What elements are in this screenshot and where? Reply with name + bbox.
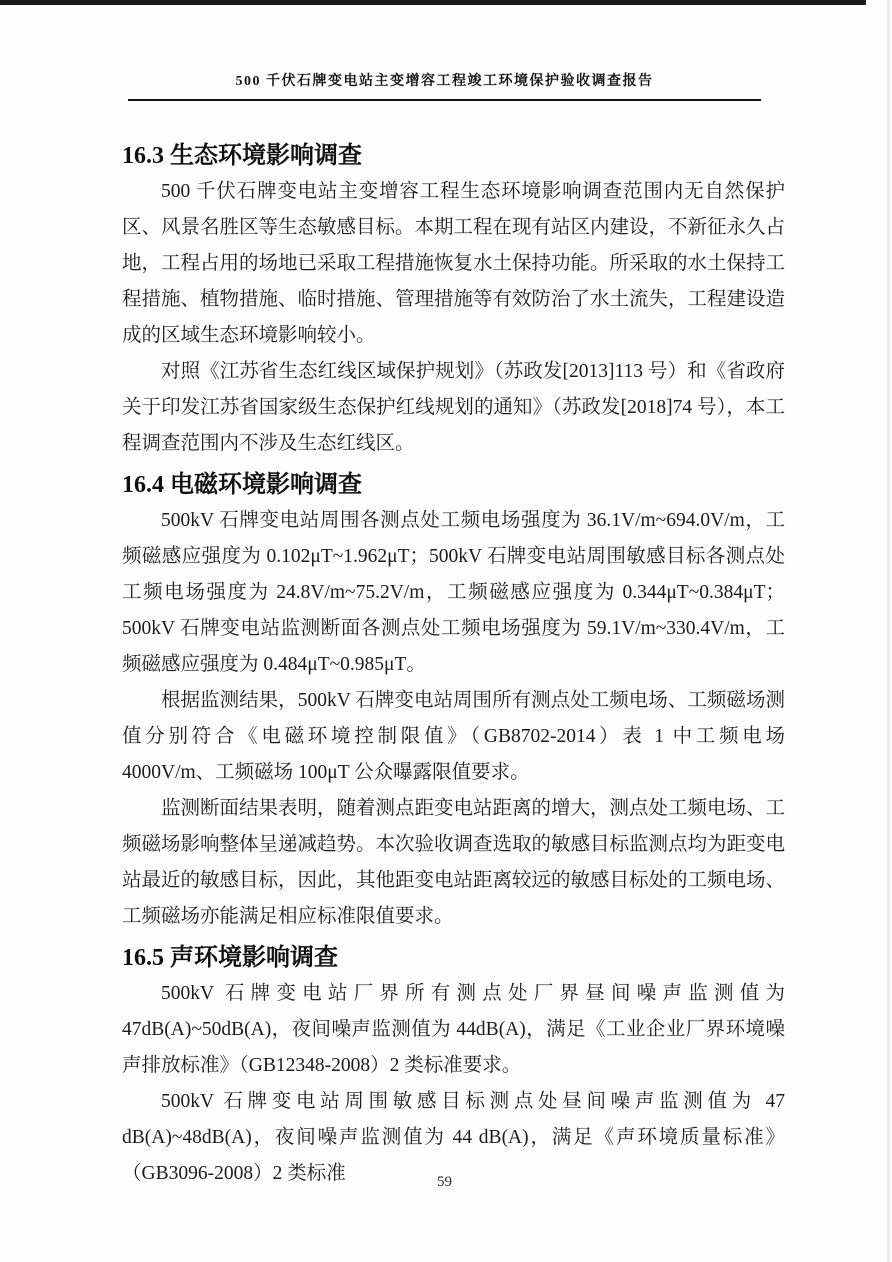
scan-edge-right [887,0,890,1262]
section-heading-16-3: 16.3 生态环境影响调查 [122,143,362,169]
paragraph: 500 千伏石牌变电站主变增容工程生态环境影响调查范围内无自然保护区、风景名胜区等生态敏感目标。本期工程在现有站区内建设，不新征永久占地，工程占用的场地已采取工程措施恢复水土保持功能。所采取的水土保持工程措施、植物措施、临时措施、管理措施等有效防治了水土流失，工程建设造成的区域生态环境影响较小。 [122,181,786,346]
paragraph: 500kV 石牌变电站周围敏感目标测点处昼间噪声监测值为 47 dB(A)~48dB(A)，夜间噪声监测值为 44 dB(A)，满足《声环境质量标准》（GB3096-2008）2 类标准 [122,1091,785,1184]
paragraph: 根据监测结果，500kV 石牌变电站周围所有测点处工频电场、工频磁场测值分别符合《电磁环境控制限值》（GB8702-2014）表 1 中工频电场 4000V/m、工频磁场 100μT 公众曝露限值要求。 [122,690,785,783]
scan-edge-top [0,0,866,5]
section-heading-16-4: 16.4 电磁环境影响调查 [122,472,362,498]
page-number: 59 [437,1174,452,1190]
header-rule [128,99,761,101]
paragraph: 500kV 石牌变电站厂界所有测点处厂界昼间噪声监测值为 47dB(A)~50dB(A)，夜间噪声监测值为 44dB(A)，满足《工业企业厂界环境噪声排放标准》（GB12348-2008）2 类标准要求。 [122,983,785,1076]
document-content [122,130,785,1192]
section-16-5 [122,943,785,1192]
paragraph: 500kV 石牌变电站周围各测点处工频电场强度为 36.1V/m~694.0V/m，工频磁感应强度为 0.102μT~1.962μT；500kV 石牌变电站周围敏感目标各测点处工频电场强度为 24.8V/m~75.2V/m，工频磁感应强度为 0.344μT~0.384μT；500kV 石牌变电站监测断面各测点处工频电场强度为 59.1V/m~330.4V/m，工频磁感应强度为 0.484μT~0.985μT。 [122,510,785,675]
running-header: 500 千伏石牌变电站主变增容工程竣工环境保护验收调查报告 [235,74,654,89]
paragraph: 监测断面结果表明，随着测点距变电站距离的增大，测点处工频电场、工频磁场影响整体呈递减趋势。本次验收调查选取的敏感目标监测点均为距变电站最近的敏感目标，因此，其他距变电站距离较远的敏感目标处的工频电场、工频磁场亦能满足相应标准限值要求。 [122,798,786,927]
section-heading-16-5: 16.5 声环境影响调查 [122,945,338,971]
paragraph: 对照《江苏省生态红线区域保护规划》（苏政发[2013]113 号）和《省政府关于印发江苏省国家级生态保护红线规划的通知》（苏政发[2018]74 号），本工程调查范围内不涉及生态红线区。 [122,361,785,454]
section-16-4 [122,470,785,935]
section-16-3 [122,141,785,462]
